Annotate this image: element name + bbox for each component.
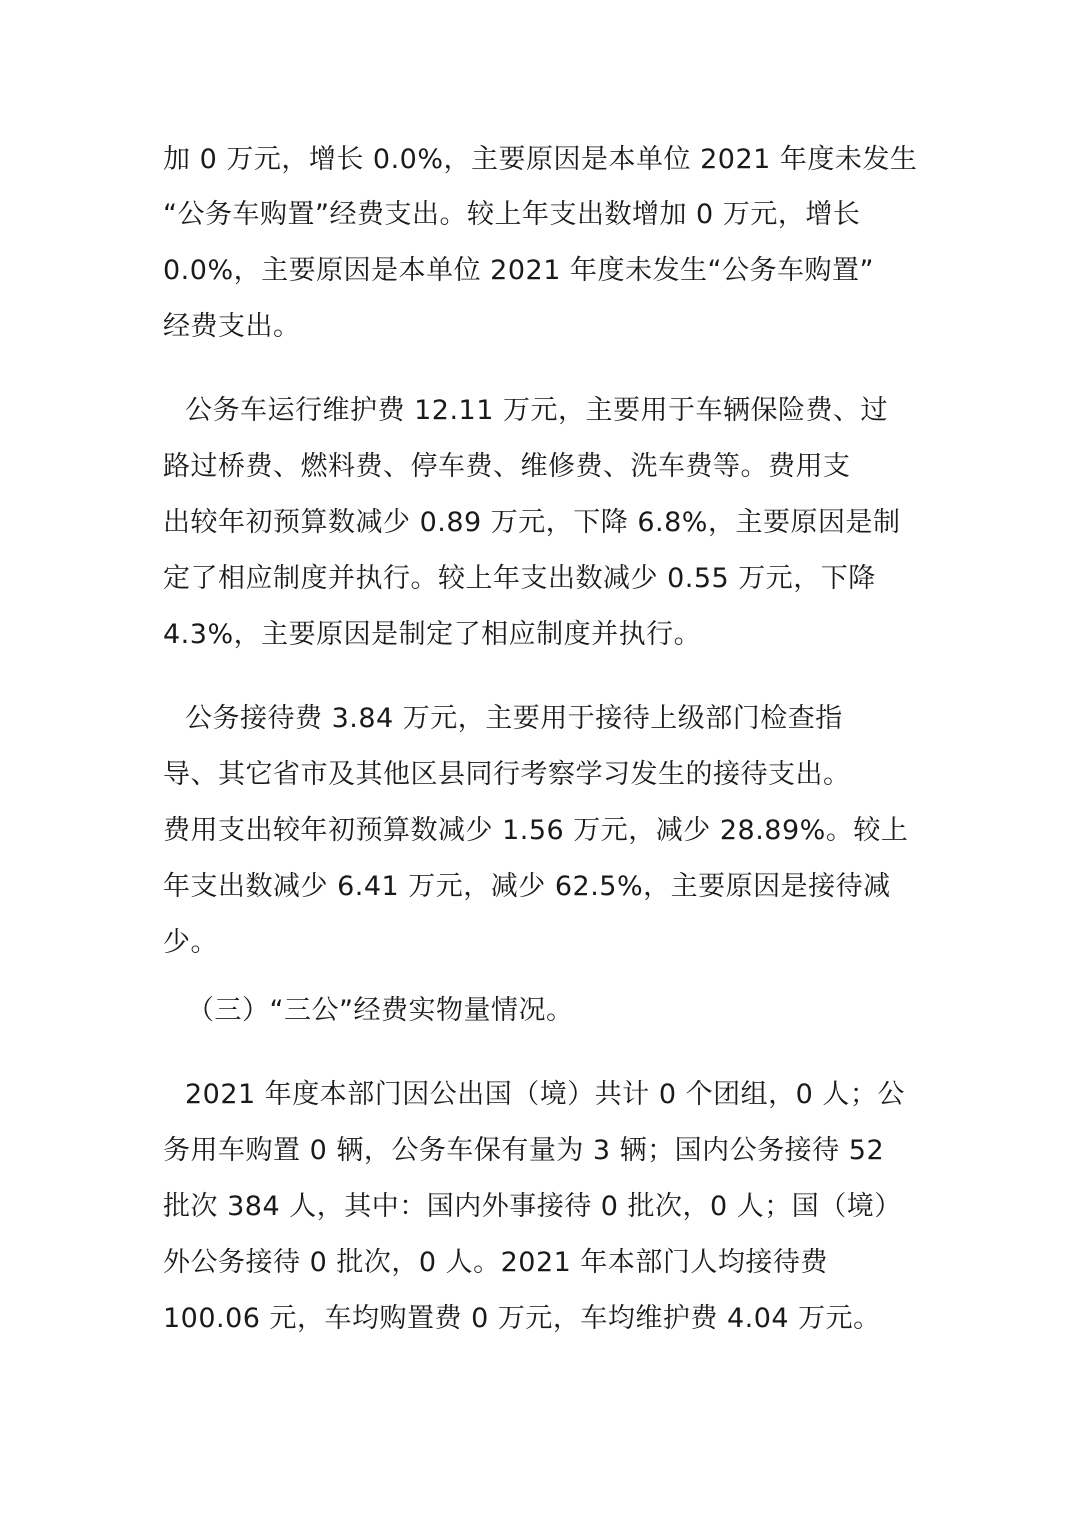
text-line: 公务接待费 3.84 万元，主要用于接待上级部门检查指 xyxy=(185,703,843,734)
section-heading: （三）“三公”经费实物量情况。 xyxy=(187,995,574,1026)
text-line: 费用支出较年初预算数减少 1.56 万元，减少 28.89%。较上 xyxy=(163,815,909,846)
text-line: 批次 384 人，其中：国内外事接待 0 批次，0 人；国（境） xyxy=(163,1191,902,1222)
text-line: 导、其它省市及其他区县同行考察学习发生的接待支出。 xyxy=(163,759,851,790)
text-line: 务用车购置 0 辆，公务车保有量为 3 辆；国内公务接待 52 xyxy=(163,1135,885,1166)
text-line: 加 0 万元，增长 0.0%，主要原因是本单位 2021 年度未发生 xyxy=(163,144,918,175)
text-line: 2021 年度本部门因公出国（境）共计 0 个团组，0 人；公 xyxy=(185,1079,905,1110)
text-line: 100.06 元，车均购置费 0 万元，车均维护费 4.04 万元。 xyxy=(163,1303,881,1334)
text-line: 经费支出。 xyxy=(163,311,301,342)
text-line: “公务车购置”经费支出。较上年支出数增加 0 万元，增长 xyxy=(163,199,861,230)
text-line: 公务车运行维护费 12.11 万元，主要用于车辆保险费、过 xyxy=(185,395,888,426)
text-line: 0.0%，主要原因是本单位 2021 年度未发生“公务车购置” xyxy=(163,255,874,286)
text-line: 定了相应制度并执行。较上年支出数减少 0.55 万元，下降 xyxy=(163,563,876,594)
text-line: 年支出数减少 6.41 万元，减少 62.5%，主要原因是接待减 xyxy=(163,871,891,902)
text-line: 外公务接待 0 批次，0 人。2021 年本部门人均接待费 xyxy=(163,1247,828,1278)
text-line: 4.3%，主要原因是制定了相应制度并执行。 xyxy=(163,619,702,650)
text-line: 路过桥费、燃料费、停车费、维修费、洗车费等。费用支 xyxy=(163,451,851,482)
text-line: 出较年初预算数减少 0.89 万元，下降 6.8%，主要原因是制 xyxy=(163,507,901,538)
text-line: 少。 xyxy=(163,927,218,958)
